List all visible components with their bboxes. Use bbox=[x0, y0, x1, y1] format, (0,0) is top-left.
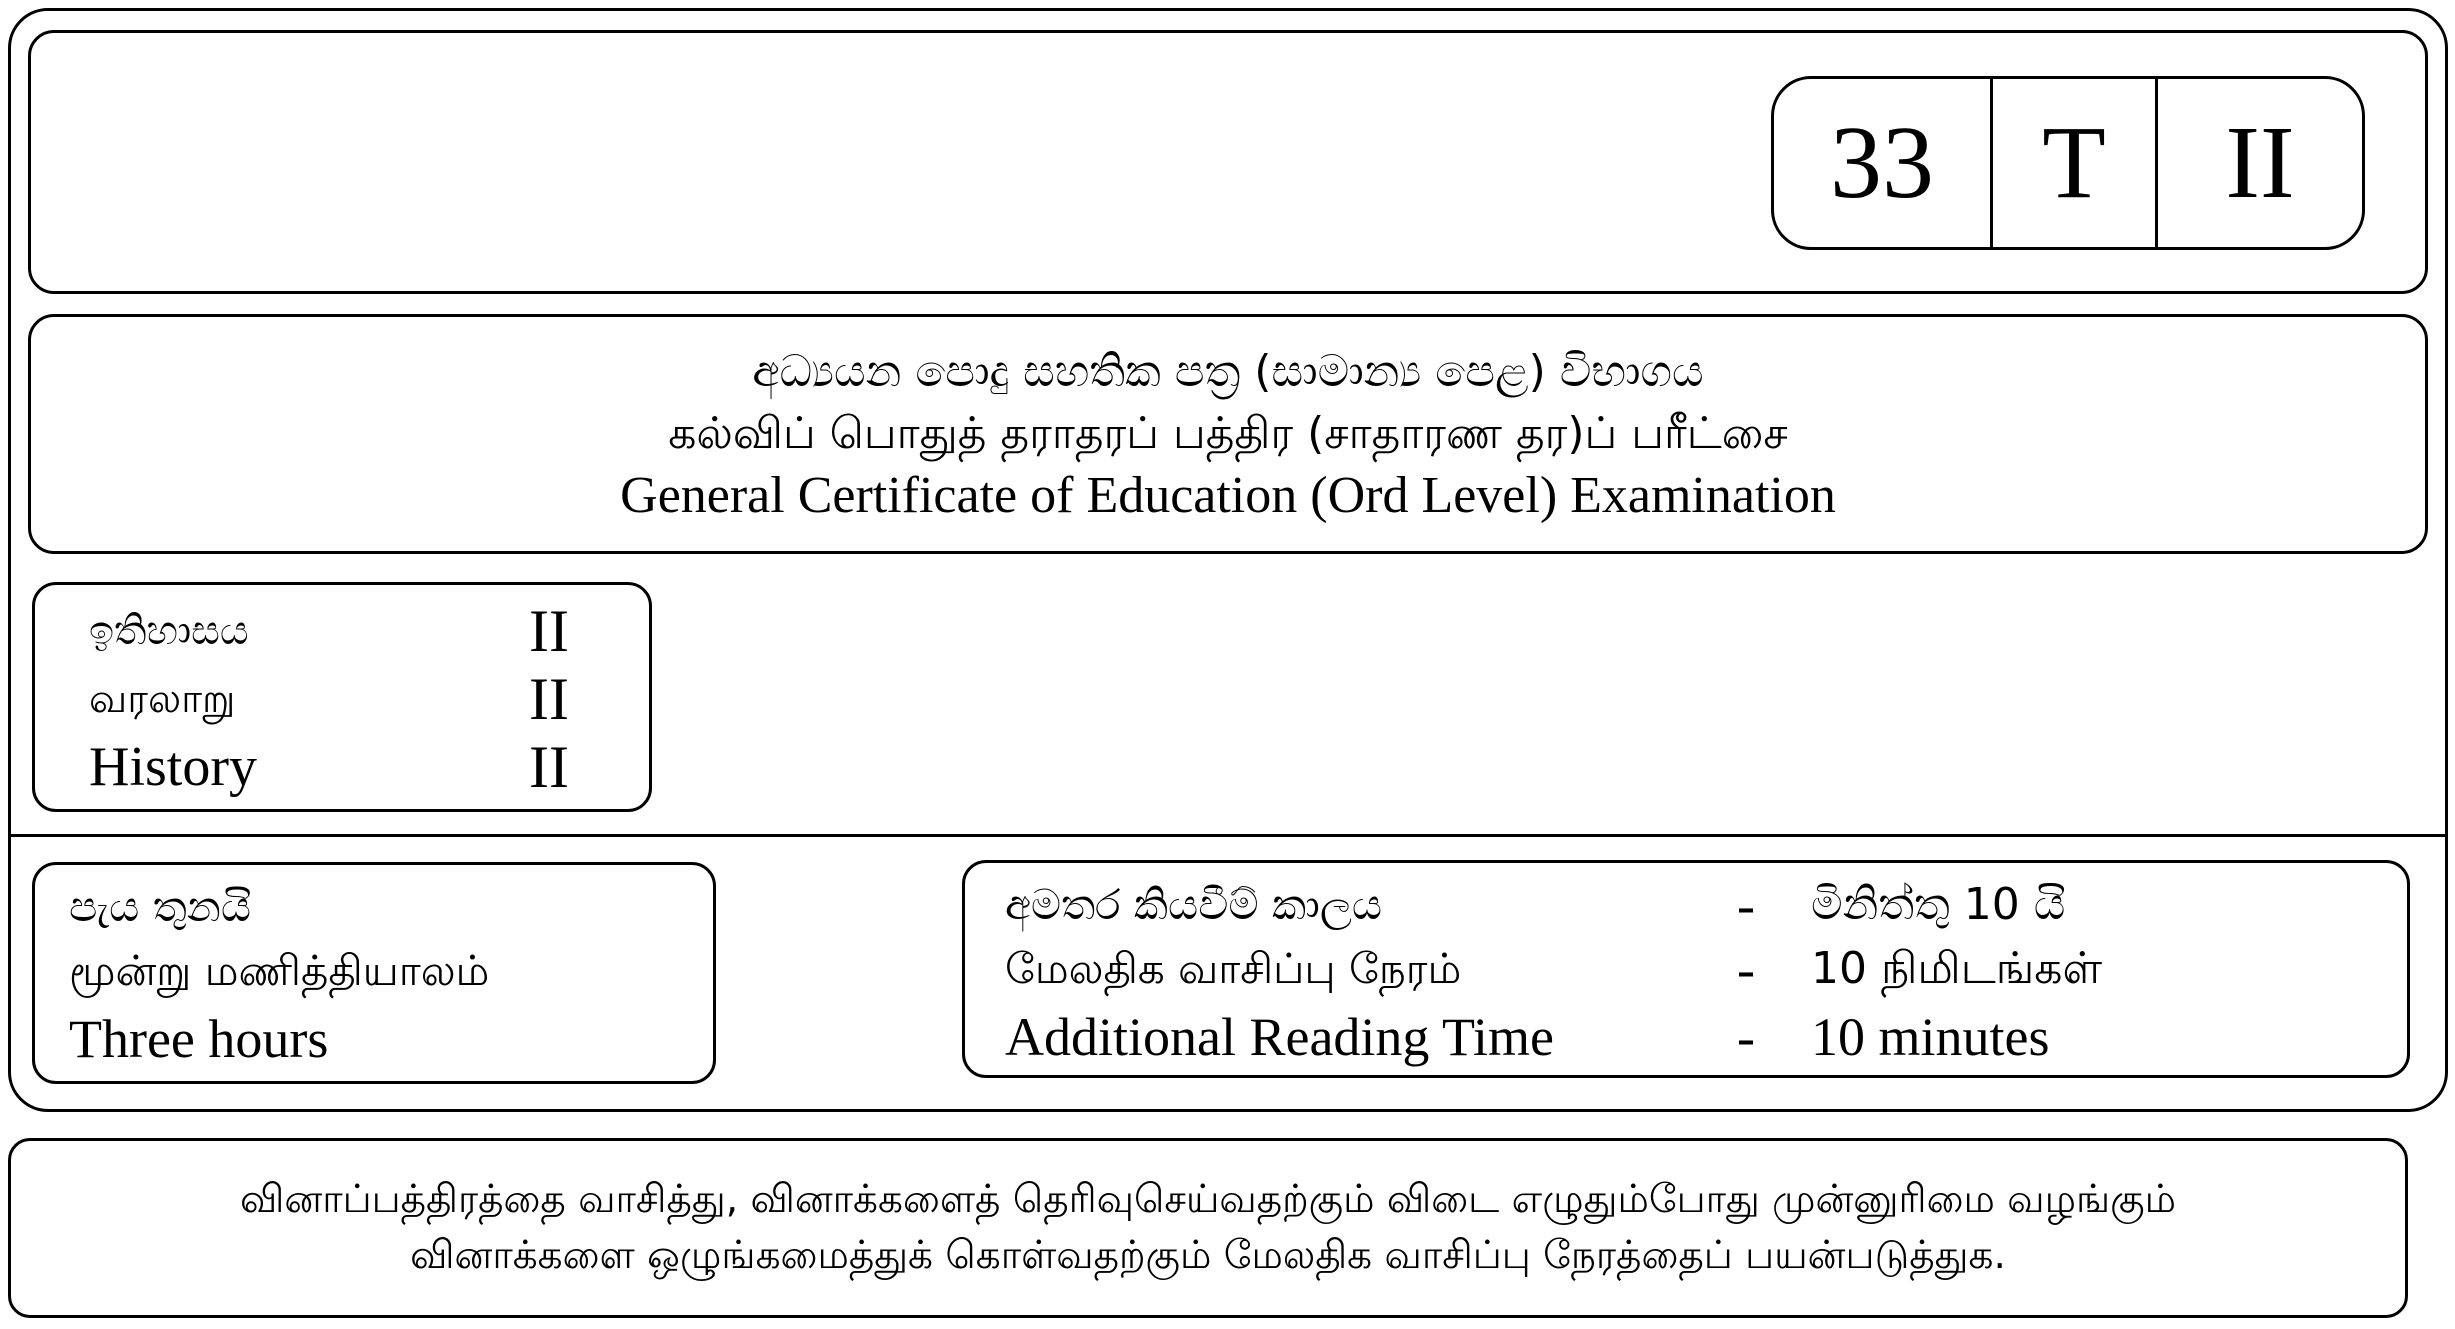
exam-title-sinhala: අධ්‍යයන පොදු සහතික පත්‍ර (සාමාන්‍ය පෙළ) විභාගය bbox=[752, 346, 1704, 397]
reading-time-row-english bbox=[1005, 1003, 2385, 1071]
exam-title-english: General Certificate of Education (Ord Level) Examination bbox=[620, 467, 1836, 524]
duration-tamil: மூன்று மணித்தியாலம் bbox=[69, 946, 490, 995]
instruction-line-2: வினாக்களை ஒழுங்கமைத்துக் கொள்வதற்கும் மேலதிக வாசிப்பு நேரத்தைப் பயன்படுத்துக. bbox=[410, 1233, 2006, 1278]
paper-medium: T bbox=[1993, 79, 2158, 247]
section-divider bbox=[10, 834, 2446, 837]
subject-paper: II bbox=[529, 734, 569, 800]
reading-time-row-tamil bbox=[1005, 935, 2385, 1003]
duration-english: Three hours bbox=[69, 1009, 329, 1069]
reading-time-value: 10 நிமிடங்கள் bbox=[1811, 943, 2103, 994]
instructions-box bbox=[8, 1138, 2408, 1318]
reading-time-label: අමතර කියවීම් කාලය bbox=[1005, 880, 1383, 929]
reading-time-label: Additional Reading Time bbox=[1005, 1007, 1555, 1067]
subject-name: ඉතිහාසය bbox=[89, 608, 249, 654]
reading-time-label: மேலதிக வாசிப்பு நேரம் bbox=[1005, 944, 1462, 993]
duration-sinhala: පැය තුනයි bbox=[69, 882, 252, 931]
subject-row-tamil bbox=[89, 665, 609, 733]
subject-paper: II bbox=[529, 666, 569, 732]
subject-row-sinhala bbox=[89, 597, 609, 665]
reading-time-value: 10 minutes bbox=[1811, 1007, 2050, 1067]
subject-name: வரலாறு bbox=[89, 676, 236, 722]
instruction-line-1: வினாப்பத்திரத்தை வாசித்து, வினாக்களைத் தெரிவுசெய்வதற்கும் விடை எழுதும்போது முன்னுரிமை வழங்கும் bbox=[240, 1177, 2176, 1222]
exam-title-box bbox=[28, 314, 2428, 554]
subject-name: History bbox=[89, 736, 257, 798]
subject-paper: II bbox=[529, 598, 569, 664]
reading-time-dash: - bbox=[1737, 939, 1755, 999]
duration-box bbox=[32, 862, 716, 1084]
paper-number: 33 bbox=[1774, 79, 1993, 247]
reading-time-dash: - bbox=[1737, 875, 1755, 935]
reading-time-dash: - bbox=[1737, 1007, 1755, 1067]
reading-time-box bbox=[962, 860, 2410, 1078]
reading-time-value: මිනිත්තු 10 යි bbox=[1811, 879, 2066, 930]
reading-time-row-sinhala bbox=[1005, 871, 2385, 939]
exam-title-tamil: கல்விப் பொதுத் தராதரப் பத்திர (சாதாரண தர)ப் பரீட்சை bbox=[668, 408, 1788, 459]
paper-code-box bbox=[1771, 76, 2365, 250]
subject-row-english bbox=[89, 733, 609, 801]
subject-box bbox=[32, 582, 652, 812]
paper-part: II bbox=[2225, 105, 2295, 220]
